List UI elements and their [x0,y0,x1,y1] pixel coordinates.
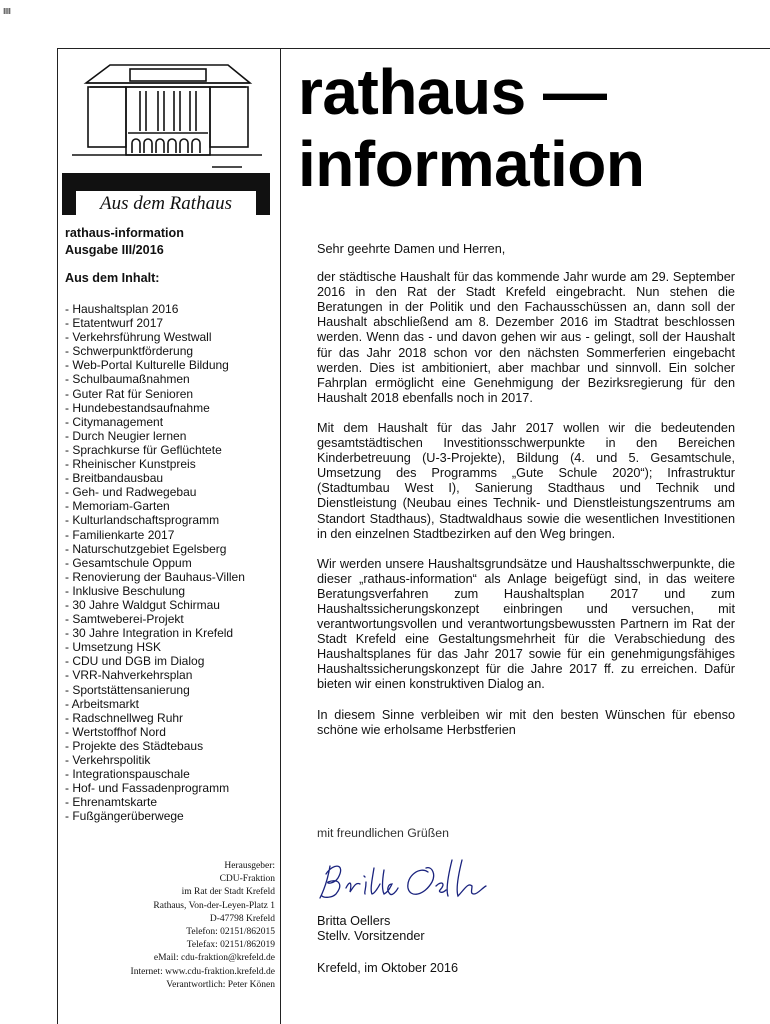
letter-paragraph: Wir werden unsere Haushaltsgrundsätze und Haushaltsschwerpunkte, die dieser „rathaus-information“ als Anlage beigefügt sind, in das weitere Beratungsverfahren zum Haushaltsplan 2017 und zum Haushaltssicherungskonzept einbringen und versuchen, mit verantwortungsvollen und verantwortungsbewussten Partnern im Rat der Stadt Krefeld eine Gestaltungsmehrheit für die Verabschiedung des Haushaltsplanes für das Jahr 2017 sowie für ein genehmigungsfähiges Haushaltssicherungskonzept für die Jahre 2017 ff. zu erreichen. Dafür bieten wir einen konstruktiven Dialog an. [317,556,735,692]
signer-role: Stellv. Vorsitzender [317,929,425,944]
masthead-title [298,56,644,200]
contents-item: - 30 Jahre Integration in Krefeld [65,626,234,641]
contents-item: - Memoriam-Garten [65,499,170,514]
imprint-line: im Rat der Stadt Krefeld [181,887,275,898]
contents-item: - Hof- und Fassadenprogramm [65,781,230,796]
place-date: Krefeld, im Oktober 2016 [317,961,459,975]
contents-item: - Samtweberei-Projekt [65,612,184,627]
contents-item: - Verkehrspolitik [65,753,151,767]
signer-name: Britta Oellers [317,914,391,928]
contents-item: - Verkehrsführung Westwall [65,330,212,345]
contents-item: - CDU und DGB im Dialog [65,654,205,669]
contents-heading: Aus dem Inhalt: [65,271,160,285]
left-border-rule [57,48,58,1024]
imprint-line: CDU-Fraktion [219,874,275,885]
masthead-line-1: rathaus — [298,56,607,128]
imprint-line: Telefon: 02151/862015 [186,927,275,938]
letter-paragraph: Mit dem Haushalt für das Jahr 2017 wollen wir die bedeutenden gesamtstädtischen Investitionsschwerpunkte in den Bereichen Kinderbetreuung (U-3-Projekte), Bildung (4. und 5. Gesamtschule, Umsetzung des Programms „Gute Schule 2020“); Infrastruktur (Stadtumbau West I), Sanierung Stadthaus und Technik und Dienstleistung (Neubau eines Technik- und Dienstleistungszentrums am Standort Stadthaus), Stadtwaldhaus sowie die wesentlichen Investitionen in den einzelnen Stadtbezirken auf den Weg bringen. [317,420,735,541]
contents-item: - 30 Jahre Waldgut Schirmau [65,597,220,612]
contents-list [65,302,245,823]
contents-item: - Integrationspauschale [65,767,190,782]
contents-item: - Familienkarte 2017 [65,527,175,542]
contents-item: - Guter Rat für Senioren [65,386,194,401]
salutation: Sehr geehrte Damen und Herren, [317,242,506,256]
contents-item: - Fußgängerüberwege [65,809,184,824]
banner-label: Aus dem Rathaus [76,191,256,217]
publication-info [65,225,184,259]
column-divider-rule [280,48,281,1024]
contents-item: - Radschnellweg Ruhr [65,710,184,725]
imprint-line: Rathaus, Von-der-Leyen-Platz 1 [153,900,275,911]
contents-item: - Arbeitsmarkt [65,696,140,711]
page-marker: IIII [3,7,11,16]
closing-line: mit freundlichen Grüßen [317,826,449,840]
contents-item: - Naturschutzgebiet Egelsberg [65,541,227,556]
issue-number: Ausgabe III/2016 [65,243,164,257]
signature-drawing [316,852,516,908]
contents-item: - Wertstoffhof Nord [65,724,166,739]
masthead-line-2: information [298,128,645,200]
contents-item: - Inklusive Beschulung [65,583,186,598]
contents-item: - Haushaltsplan 2016 [65,302,179,316]
letter-body [317,242,735,753]
imprint-line: eMail: cdu-fraktion@krefeld.de [153,953,275,964]
contents-item: - Durch Neugier lernen [65,428,187,443]
imprint-line: Verantwortlich: Peter Könen [166,979,275,990]
contents-item: - Schulbaumaßnahmen [65,372,190,387]
contents-item: - Citymanagement [65,414,164,429]
letter-paragraph: der städtische Haushalt für das kommende Jahr wurde am 29. September 2016 in den Rat der Stadt Krefeld eingebracht. Nun stehen die Beratungen in der Politik und den Fachausschüssen an, dann soll der Haushalt abschließend am 8. Dezember 2016 im Stadtrat beschlossen werden. Wenn das - und davon gehen wir aus - gelingt, soll der Haushalt für das Jahr 2018 schon vor den nächsten Sommerferien eingebacht werden. Dies ist ambitioniert, aber machbar und sinnvoll. Ein solcher Fahrplan ermöglicht eine Genehmigung der Bezirksregierung für den Haushalt 2018 ebenfalls noch in 2017. [317,270,735,405]
publication-name: rathaus-information [65,226,184,240]
imprint-line: Telefax: 02151/862019 [186,940,275,951]
letter-paragraph: In diesem Sinne verbleiben wir mit den besten Wünschen für ebenso schöne wie erholsame Herbstferien [317,707,735,737]
imprint-line: Herausgeber: [224,861,275,871]
imprint-line: Internet: www.cdu-fraktion.krefeld.de [130,966,275,977]
contents-item: - Web-Portal Kulturelle Bildung [65,358,229,373]
contents-item: - Gesamtschule Oppum [65,555,192,570]
contents-item: - Renovierung der Bauhaus-Villen [65,569,245,584]
imprint-block [131,860,275,992]
signer-block [317,914,425,945]
top-rule [57,48,770,49]
contents-item: - Schwerpunktförderung [65,344,194,359]
contents-item: - Breitbandausbau [65,471,164,486]
contents-item: - Hundebestandsaufnahme [65,400,210,415]
contents-item: - Ehrenamtskarte [65,795,158,810]
contents-item: - Sprachkurse für Geflüchtete [65,442,222,457]
contents-item: - Kulturlandschaftsprogramm [65,513,220,528]
contents-item: - Geh- und Radwegebau [65,485,197,500]
contents-item: - Rheinischer Kunstpreis [65,457,196,472]
contents-item: - VRR-Nahverkehrsplan [65,668,193,683]
imprint-line: D-47798 Krefeld [209,913,275,924]
contents-item: - Sportstättensanierung [65,682,190,697]
contents-item: - Etatentwurf 2017 [65,316,164,331]
contents-item: - Umsetzung HSK [65,640,162,655]
handwritten-signature [316,852,516,913]
contents-item: - Projekte des Städtebaus [65,738,204,753]
